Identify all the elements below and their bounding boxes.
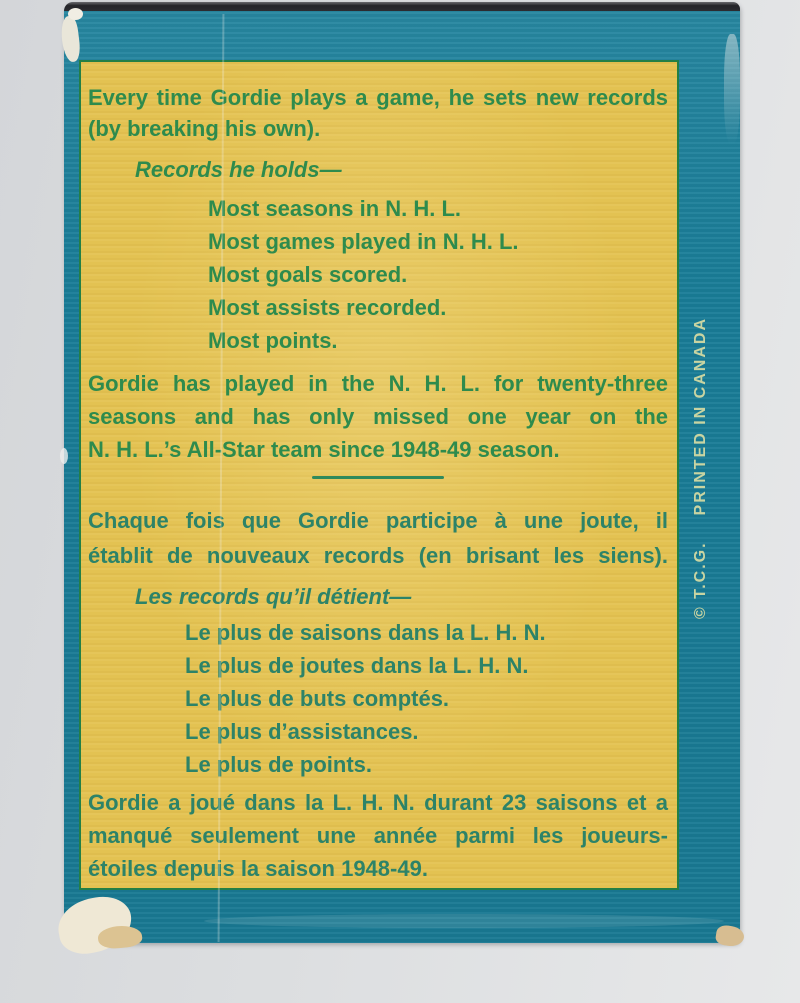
vertical-copyright-text bbox=[692, 317, 710, 619]
text-line: Gordie has played in the N. H. L. for twenty-three bbox=[88, 371, 668, 396]
list-item: Le plus de saisons dans la L. H. N. bbox=[185, 620, 546, 645]
french-records-header: Les records qu’il détient— bbox=[135, 584, 412, 609]
printed-in-canada-text: PRINTED IN CANADA bbox=[692, 316, 709, 516]
list-item: Most games played in N. H. L. bbox=[208, 229, 519, 254]
card-top-edge-shadow bbox=[64, 2, 740, 11]
french-outro-paragraph bbox=[88, 786, 668, 885]
list-item: Le plus de points. bbox=[185, 752, 373, 777]
list-item: Le plus de buts comptés. bbox=[185, 686, 450, 711]
card-text-panel bbox=[79, 60, 679, 890]
list-item: Most seasons in N. H. L. bbox=[208, 196, 462, 221]
text-line: N. H. L.’s All-Star team since 1948-49 season. bbox=[88, 437, 560, 462]
list-item: Most points. bbox=[208, 328, 338, 353]
copyright-tcg-text: © T.C.G. bbox=[692, 541, 709, 620]
text-line: manqué seulement une année parmi les joueurs- bbox=[88, 823, 668, 848]
text-line: établit de nouveaux records (en brisant les siens). bbox=[88, 543, 668, 568]
french-intro-paragraph bbox=[88, 503, 668, 573]
english-outro-paragraph bbox=[88, 367, 668, 466]
list-item: Most assists recorded. bbox=[208, 295, 447, 320]
french-records-list bbox=[88, 616, 668, 781]
list-item: Le plus de joutes dans la L. H. N. bbox=[185, 653, 529, 678]
text-line: étoiles depuis la saison 1948-49. bbox=[88, 856, 428, 881]
text-line: Chaque fois que Gordie participe à une joute, il bbox=[88, 508, 668, 533]
text-line: Every time Gordie plays a game, he sets new records bbox=[88, 85, 668, 110]
list-item: Le plus d’assistances. bbox=[185, 719, 419, 744]
english-records-header: Records he holds— bbox=[135, 157, 342, 182]
trading-card-back bbox=[64, 2, 740, 943]
text-line: Gordie a joué dans la L. H. N. durant 23 saisons et a bbox=[88, 790, 668, 815]
section-divider-rule bbox=[312, 476, 444, 479]
text-line: (by breaking his own). bbox=[88, 116, 321, 141]
english-records-list bbox=[88, 192, 668, 357]
english-intro-paragraph bbox=[88, 82, 668, 144]
text-line: seasons and has only missed one year on the bbox=[88, 404, 668, 429]
bottom-wear-streak bbox=[204, 914, 724, 928]
list-item: Most goals scored. bbox=[208, 262, 408, 287]
